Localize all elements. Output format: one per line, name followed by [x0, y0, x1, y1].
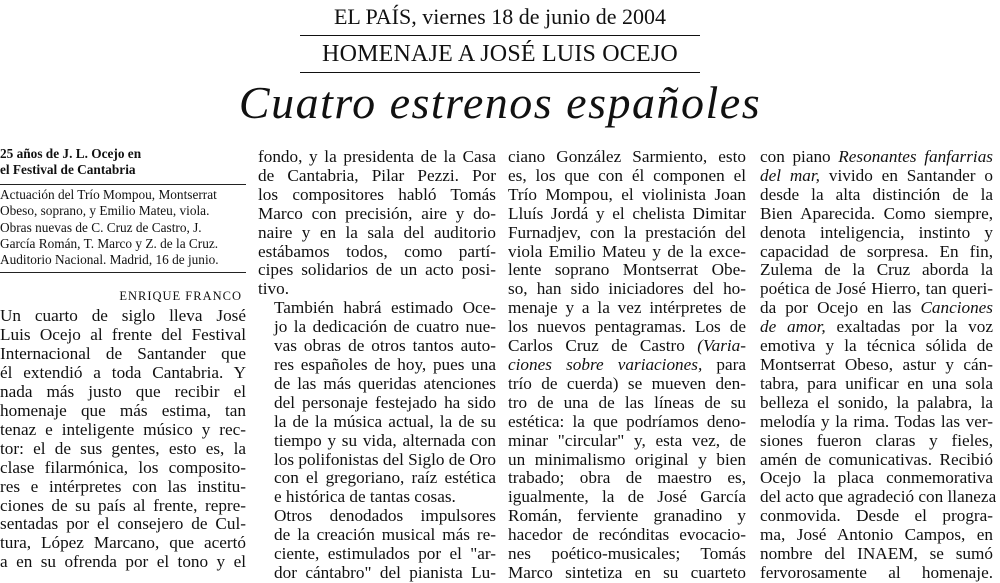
text-line: clase filarmónica, los composito-	[0, 457, 246, 477]
text-line: ciano González Sarmiento, esto	[508, 147, 746, 166]
text-line: Trío Mompou, el violinista Joan	[508, 184, 746, 204]
body-paragraph	[0, 307, 246, 572]
text-line: con el gregoriano, raíz estética	[274, 468, 496, 488]
text-line: tro de una de las líneas de su	[508, 392, 746, 412]
text-line: los polifonistas del Siglo de Oro	[274, 449, 496, 469]
text-line: Furnadjev, con la prestación del	[508, 222, 746, 242]
text-line: tabra, para unificar en una sola	[760, 373, 993, 393]
column-2	[258, 148, 496, 583]
text-line: menaje y a la vez intérpretes de	[508, 298, 746, 318]
text-line: del mar, vivido en Santander o	[760, 165, 994, 185]
text-line: ciente, estimulados por el "ar-	[274, 544, 496, 564]
top-rule	[300, 35, 700, 36]
text-line: res españoles de hoy, pues una	[274, 354, 496, 374]
body-paragraph	[258, 299, 496, 507]
text-line: vas obras de otros tantos auto-	[274, 336, 496, 356]
text-line: viola Emilio Mateu y de la exce-	[508, 241, 746, 261]
text-line: Montserrat Obeso, astur y cán-	[760, 354, 993, 374]
body-paragraph	[258, 507, 496, 583]
column-4	[760, 147, 997, 583]
text-line: un minimalismo original y bien	[508, 449, 746, 469]
text-line: nada más justo que recibir el	[0, 382, 246, 402]
text-line: Román, ferviente granadino y	[508, 506, 746, 526]
text-line: Marco con precisión, aire y do-	[258, 203, 496, 223]
text-line: es, los que con él componen el	[508, 165, 746, 185]
text-line: so, han sido iniciadores del ho-	[508, 279, 746, 299]
text-line: desde la alta distinción de la	[760, 184, 993, 204]
text-line: lente soprano Montserrat Obe-	[508, 260, 746, 280]
text-line: tor: el de sus gentes, esto es, la	[0, 438, 246, 458]
text-line: res e intérpretes con las institu-	[0, 476, 246, 496]
text-line: emotiva y la técnica sólida de	[760, 336, 993, 356]
text-line: melodía y la rima. Todas las ver-	[760, 411, 993, 431]
text-line: ciones de su país al frente, repre-	[0, 495, 246, 515]
text-line: conmovida. Desde el progra-	[760, 506, 993, 526]
text-line: dor cántabro" del pianista Lu-	[274, 562, 496, 582]
text-line: cipes solidarios de un acto posi-	[258, 260, 496, 280]
factbox-rule	[0, 272, 246, 273]
text-line: Auditorio Nacional. Madrid, 16 de junio.	[0, 252, 219, 268]
column-3	[508, 148, 746, 583]
text-line: minar "circular" y, esta vez, de	[508, 430, 746, 450]
text-line: los nuevos pentagramas. Los de	[508, 317, 746, 337]
text-line: García Román, T. Marco y Z. de la Cruz.	[0, 235, 219, 251]
text-line: Ocejo la placa conmemorativa	[760, 468, 993, 488]
text-line: denota inteligencia, instinto y	[760, 222, 993, 242]
text-line: Obras nuevas de C. Cruz de Castro, J.	[0, 219, 202, 235]
text-line: a en su ofrenda por el tono y el	[0, 552, 246, 572]
text-line: hacedor de recónditas evocacio-	[508, 525, 746, 545]
text-line: de las más queridas atenciones	[274, 373, 496, 393]
factbox-title	[0, 146, 246, 178]
text-line: fondo, y la presidenta de la Casa	[258, 147, 496, 166]
text-line: de amor, exaltadas por la voz	[760, 317, 994, 337]
text-line: del acto que agradeció con llaneza	[760, 487, 997, 507]
text-line: Lluís Jordá y el chelista Dimitar	[508, 203, 746, 223]
text-line: la de la música actual, la de su	[274, 411, 496, 431]
text-line: capacidad de sorpresa. En fin,	[760, 241, 993, 261]
text-line: jo la dedicación de cuatro nue-	[274, 317, 496, 337]
text-line: Marco sintetiza en su cuarteto	[508, 562, 746, 582]
text-line: igualmente, la de José García	[508, 487, 746, 507]
text-line: con piano Resonantes fanfarrias	[760, 147, 993, 166]
text-line: trabado; obra de maestro es,	[508, 468, 746, 488]
text-line: Un cuarto de siglo lleva José	[0, 306, 246, 326]
text-line: trío de cuerda) se mueven den-	[508, 373, 746, 393]
text-line: el Festival de Cantabria	[0, 162, 136, 177]
text-line: nombre del INAEM, se sumó	[760, 544, 993, 564]
text-line: amén de comunicativas. Recibió	[760, 449, 993, 469]
masthead: EL PAÍS, viernes 18 de junio de 2004	[333, 4, 666, 29]
text-line: Zulema de la Cruz aborda la	[760, 260, 993, 280]
text-line: Bien Aparecida. Como siempre,	[760, 203, 993, 223]
text-line: siones fueron claras y fieles,	[760, 430, 993, 450]
text-line: También habrá estimado Oce-	[274, 298, 496, 318]
section-rule	[300, 72, 700, 73]
column-1	[0, 146, 246, 572]
text-line: ma, José Antonio Campos, en	[760, 525, 993, 545]
text-line: tenaz e inteligente músico y rec-	[0, 419, 246, 439]
text-line: tivo.	[258, 279, 290, 299]
text-line: Otros denodados impulsores	[274, 506, 496, 526]
text-line: homenaje que más estima, tan	[0, 401, 246, 421]
text-line: los compositores habló Tomás	[258, 184, 496, 204]
section-title: HOMENAJE A JOSÉ LUIS OCEJO	[322, 41, 678, 67]
text-line: poética de José Hierro, tan queri-	[760, 279, 993, 299]
text-line: de Cantabria, Pilar Pezzi. Por	[258, 165, 496, 185]
text-line: 25 años de J. L. Ocejo en	[0, 146, 142, 161]
text-line: Carlos Cruz de Castro (Varia-	[508, 336, 746, 356]
text-line: del personaje festejado ha sido	[274, 392, 496, 412]
text-line: naire y en la sala del auditorio	[258, 222, 496, 242]
text-line: ciones sobre variaciones, para	[508, 354, 746, 374]
text-line: él extendió a toda Cantabria. Y	[0, 363, 246, 383]
text-line: fervorosamente al homenaje.	[760, 562, 993, 582]
text-line: Luis Ocejo al frente del Festival	[0, 325, 246, 345]
text-line: estábamos todos, como partí-	[258, 241, 496, 261]
text-line: nes poético-musicales; Tomás	[508, 544, 746, 564]
text-line: belleza el sonido, la palabra, la	[760, 392, 993, 412]
text-line: e histórica de tantas cosas.	[274, 487, 456, 507]
author-byline: ENRIQUE FRANCO	[119, 289, 242, 304]
text-line: estética: la que podríamos deno-	[508, 411, 746, 431]
text-line: sentadas por el consejero de Cul-	[0, 514, 246, 534]
text-line: de la creación musical más re-	[274, 525, 496, 545]
body-paragraph	[508, 148, 746, 583]
text-line: da por Ocejo en las Canciones	[760, 298, 993, 318]
body-paragraph	[258, 148, 496, 299]
text-line: Internacional de Santander que	[0, 344, 246, 364]
text-line: Obeso, soprano, y Emilio Mateu, viola.	[0, 203, 210, 219]
text-line: tura, López Marcano, que acertó	[0, 533, 246, 553]
text-line: Actuación del Trío Mompou, Montserrat	[0, 187, 217, 202]
body-paragraph	[760, 147, 997, 583]
text-line: tiempo y su vida, alternada con	[274, 430, 496, 450]
headline: Cuatro estrenos españoles	[238, 77, 762, 128]
factbox-body	[0, 184, 246, 268]
